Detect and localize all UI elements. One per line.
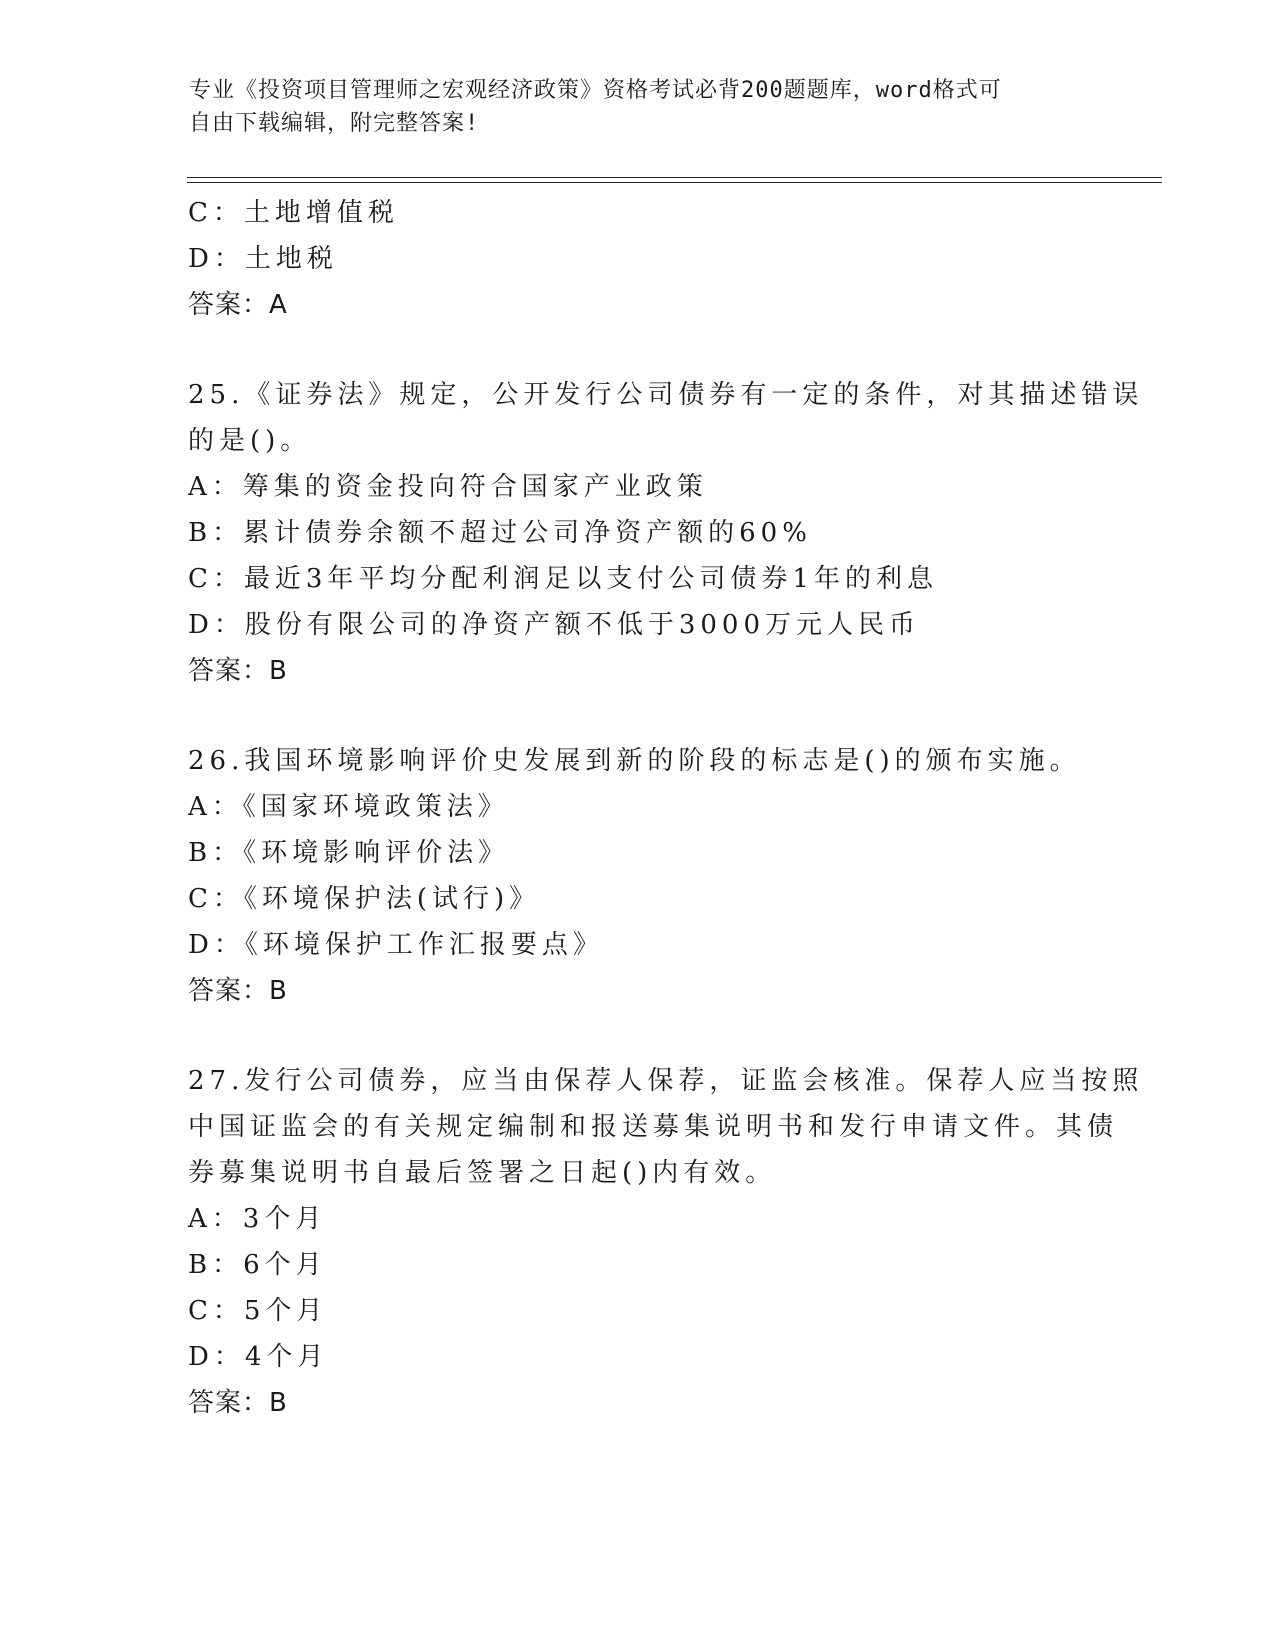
spacer [188, 1014, 1088, 1058]
spacer [188, 694, 1088, 738]
option-d: D：4个月 [188, 1342, 329, 1372]
document-header [189, 74, 1089, 140]
option-a: A：筹集的资金投向符合国家产业政策 [188, 472, 708, 502]
header-divider-top [187, 177, 1162, 178]
question-24-tail [188, 190, 1088, 328]
option-a: A：《国家环境政策法》 [188, 792, 509, 822]
option-c: C：5个月 [188, 1296, 328, 1326]
question-27 [188, 1058, 1144, 1426]
document-body [188, 190, 1144, 1426]
answer-line: 答案：B [188, 1388, 288, 1418]
option-b: B：累计债券余额不超过公司净资产额的60% [188, 518, 812, 548]
spacer [188, 328, 1088, 372]
question-stem: 26.我国环境影响评价史发展到新的阶段的标志是()的颁布实施。 [188, 746, 1081, 776]
option-c: C：《环境保护法(试行)》 [188, 884, 541, 914]
answer-line: 答案：B [188, 656, 288, 686]
question-stem: 中国证监会的有关规定编制和报送募集说明书和发行申请文件。其债 [188, 1112, 1119, 1142]
option-d: D：《环境保护工作汇报要点》 [188, 930, 604, 960]
question-stem: 券募集说明书自最后签署之日起()内有效。 [188, 1158, 777, 1188]
question-stem: 的是()。 [188, 426, 312, 456]
header-title-line-1: 专业《投资项目管理师之宏观经济政策》资格考试必背200题题库，word格式可 [189, 78, 1002, 103]
header-divider-bottom [187, 182, 1162, 183]
header-title-line-2: 自由下载编辑，附完整答案! [189, 111, 480, 136]
answer-line: 答案：B [188, 976, 288, 1006]
option-b: B：《环境影响评价法》 [188, 838, 510, 868]
question-stem: 25.《证券法》规定，公开发行公司债券有一定的条件，对其描述错误 [188, 380, 1144, 410]
question-25 [188, 372, 1144, 694]
option-a: A：3个月 [188, 1204, 327, 1234]
option-d: D：股份有限公司的净资产额不低于3000万元人民币 [188, 610, 921, 640]
option-c: C：最近3年平均分配利润足以支付公司债券1年的利息 [188, 564, 938, 594]
answer-line: 答案：A [188, 290, 288, 320]
option-c: C：土地增值税 [188, 198, 399, 228]
question-26 [188, 738, 1088, 1014]
option-d: D：土地税 [188, 244, 338, 274]
option-b: B：6个月 [188, 1250, 327, 1280]
question-stem: 27.发行公司债券，应当由保荐人保荐，证监会核准。保荐人应当按照 [188, 1066, 1144, 1096]
